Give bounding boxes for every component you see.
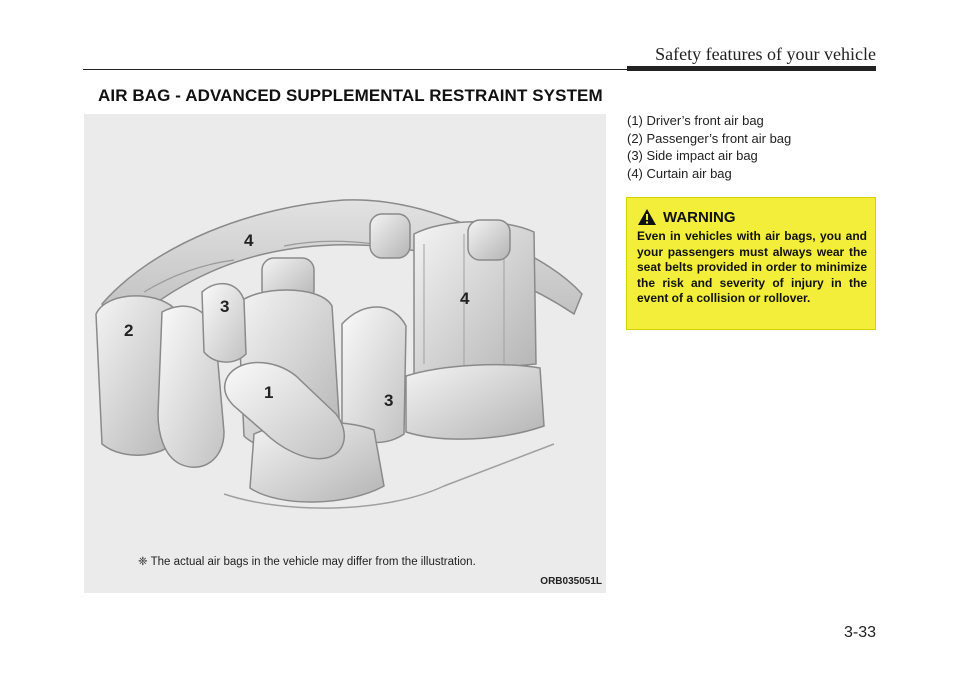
airbag-legend (627, 112, 791, 182)
side-impact-air-bag-rear (342, 307, 406, 442)
figure-code: ORB035051L (540, 576, 602, 587)
rear-seat-cushion (406, 365, 544, 439)
side-impact-air-bag-front (202, 284, 246, 362)
figure-note: ❈ The actual air bags in the vehicle may differ from the illustration. (138, 556, 476, 568)
callout-curtain-rear: 4 (460, 289, 470, 308)
callout-curtain-front: 4 (244, 231, 254, 250)
legend-item: (1) Driver’s front air bag (627, 113, 764, 128)
legend-item: (3) Side impact air bag (627, 148, 758, 163)
page-number: 3-33 (843, 624, 876, 641)
callout-side-front: 3 (220, 297, 230, 316)
warning-title: WARNING (663, 208, 736, 226)
airbag-drawing (84, 114, 606, 593)
callout-side-rear: 3 (384, 391, 394, 410)
callout-passenger: 2 (124, 321, 134, 340)
section-title: AIR BAG - ADVANCED SUPPLEMENTAL RESTRAINT SYSTEM (98, 86, 603, 105)
running-header-title: Safety features of your vehicle (655, 44, 876, 64)
legend-item: (4) Curtain air bag (627, 165, 732, 181)
warning-header (637, 207, 736, 227)
legend-item: (2) Passenger’s front air bag (627, 130, 792, 146)
warning-box (626, 197, 876, 330)
callout-driver: 1 (264, 383, 274, 402)
header-rule-accent (627, 66, 876, 71)
warning-triangle-icon (637, 208, 657, 226)
airbag-illustration (84, 114, 606, 593)
warning-text: Even in vehicles with air bags, you and your passengers must always wear the seat belts provided in order to minimize the risk and severity of injury in the event of a collision or rollover. (637, 229, 867, 305)
